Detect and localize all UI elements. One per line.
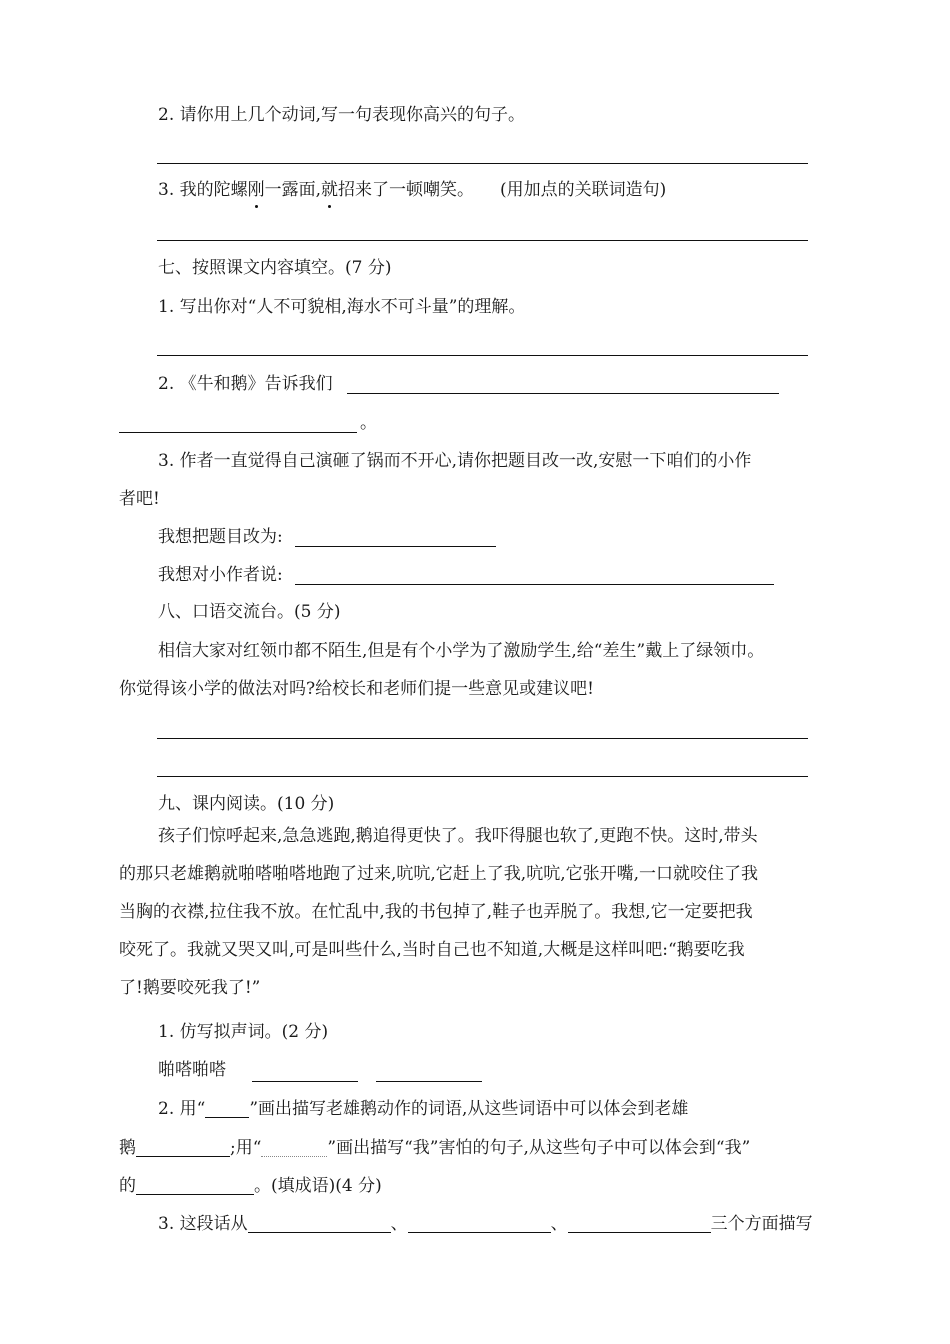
passage-line-3: 当胸的衣襟,拉住我不放。在忙乱中,我的书包掉了,鞋子也弄脱了。我想,它一定要把我 xyxy=(119,902,753,922)
section-7-title: 七、按照课文内容填空。(7 分) xyxy=(158,258,392,278)
question-9-2-line1 xyxy=(158,1098,688,1120)
question-6-3-text: 招来了一顿嘲笑。 xyxy=(338,180,475,200)
answer-line-8b[interactable] xyxy=(157,776,808,777)
question-6-3-text: 一露面, xyxy=(264,180,322,200)
passage-line-5: 了!鹅要咬死我了!” xyxy=(119,978,261,998)
question-7-1: 1. 写出你对“人不可貌相,海水不可斗量”的理解。 xyxy=(158,297,526,317)
straight-line-sample xyxy=(205,1100,249,1118)
passage-line-2: 的那只老雄鹅就啪嗒啪嗒地跑了过来,吭吭,它赶上了我,吭吭,它张开嘴,一口就咬住了我 xyxy=(119,864,759,884)
section-9-title: 九、课内阅读。(10 分) xyxy=(158,794,335,814)
separator: 、 xyxy=(390,1214,408,1234)
question-9-3-text: 3. 这段话从 xyxy=(158,1214,248,1234)
question-7-3-line2: 者吧! xyxy=(119,489,160,509)
question-9-2-text: ”画出描写老雄鹅动作的词语,从这些词语中可以体会到老雄 xyxy=(249,1099,689,1119)
dotted-connective-1: 刚 xyxy=(247,180,265,200)
separator: 、 xyxy=(550,1214,568,1234)
onomatopoeia-blank-1[interactable] xyxy=(252,1081,358,1082)
answer-line-6-3[interactable] xyxy=(157,240,808,241)
dotted-connective-2: 就 xyxy=(321,180,339,200)
say-to-author-label: 我想对小作者说: xyxy=(158,565,283,585)
section-8-title: 八、口语交流台。(5 分) xyxy=(158,602,341,622)
question-7-2-end: 。 xyxy=(360,413,377,433)
title-change-line[interactable] xyxy=(295,546,496,547)
passage-line-1: 孩子们惊呼起来,急急逃跑,鹅追得更快了。我吓得腿也软了,更跑不快。这时,带头 xyxy=(158,826,758,846)
question-6-2: 2. 请你用上几个动词,写一句表现你高兴的句子。 xyxy=(158,105,526,125)
question-7-3-line1: 3. 作者一直觉得自己演砸了锅而不开心,请你把题目改一改,安慰一下咱们的小作 xyxy=(158,451,752,471)
question-9-2-text: ”画出描写“我”害怕的句子,从这些句子中可以体会到“我” xyxy=(327,1138,751,1158)
question-9-3-text: 三个方面描写 xyxy=(710,1214,813,1234)
question-9-2-text: 2. 用“ xyxy=(158,1099,206,1119)
answer-blank-9-3c[interactable] xyxy=(568,1215,711,1233)
section-8-paragraph-line1: 相信大家对红领巾都不陌生,但是有个小学为了激励学生,给“差生”戴上了绿领巾。 xyxy=(158,641,765,661)
answer-line-7-2b[interactable] xyxy=(119,432,357,433)
onomatopoeia-blank-2[interactable] xyxy=(376,1081,482,1082)
question-7-2: 2. 《牛和鹅》告诉我们 xyxy=(158,374,333,394)
question-9-2-line2 xyxy=(119,1137,750,1159)
section-8-paragraph-line2: 你觉得该小学的做法对吗?给校长和老师们提一些意见或建议吧! xyxy=(119,679,594,699)
answer-blank-9-2a[interactable] xyxy=(136,1139,230,1157)
answer-line-8a[interactable] xyxy=(157,738,808,739)
passage-line-4: 咬死了。我就又哭又叫,可是叫些什么,当时自己也不知道,大概是这样叫吧:“鹅要吃我 xyxy=(119,940,745,960)
question-6-3-text: 3. 我的陀螺 xyxy=(158,180,248,200)
question-6-3 xyxy=(158,179,666,201)
question-9-2-text: 鹅 xyxy=(119,1138,136,1158)
onomatopoeia-example: 啪嗒啪嗒 xyxy=(158,1060,226,1080)
question-9-2-text: ;用“ xyxy=(230,1138,262,1158)
question-9-2-text: 的 xyxy=(119,1176,136,1196)
question-6-3-hint: (用加点的关联词造句) xyxy=(500,180,667,200)
wavy-line-sample xyxy=(261,1139,327,1157)
question-9-2-line3 xyxy=(119,1175,382,1197)
answer-line-7-1[interactable] xyxy=(157,355,808,356)
question-9-1: 1. 仿写拟声词。(2 分) xyxy=(158,1022,329,1042)
answer-blank-9-3b[interactable] xyxy=(408,1215,551,1233)
say-to-author-line[interactable] xyxy=(295,584,774,585)
answer-line-7-2a[interactable] xyxy=(347,393,779,394)
question-9-3 xyxy=(158,1213,813,1235)
title-change-label: 我想把题目改为: xyxy=(158,527,283,547)
question-9-2-text: 。(填成语)(4 分) xyxy=(254,1176,382,1196)
answer-blank-9-2b[interactable] xyxy=(136,1177,254,1195)
answer-blank-9-3a[interactable] xyxy=(248,1215,391,1233)
answer-line-6-2[interactable] xyxy=(157,163,808,164)
